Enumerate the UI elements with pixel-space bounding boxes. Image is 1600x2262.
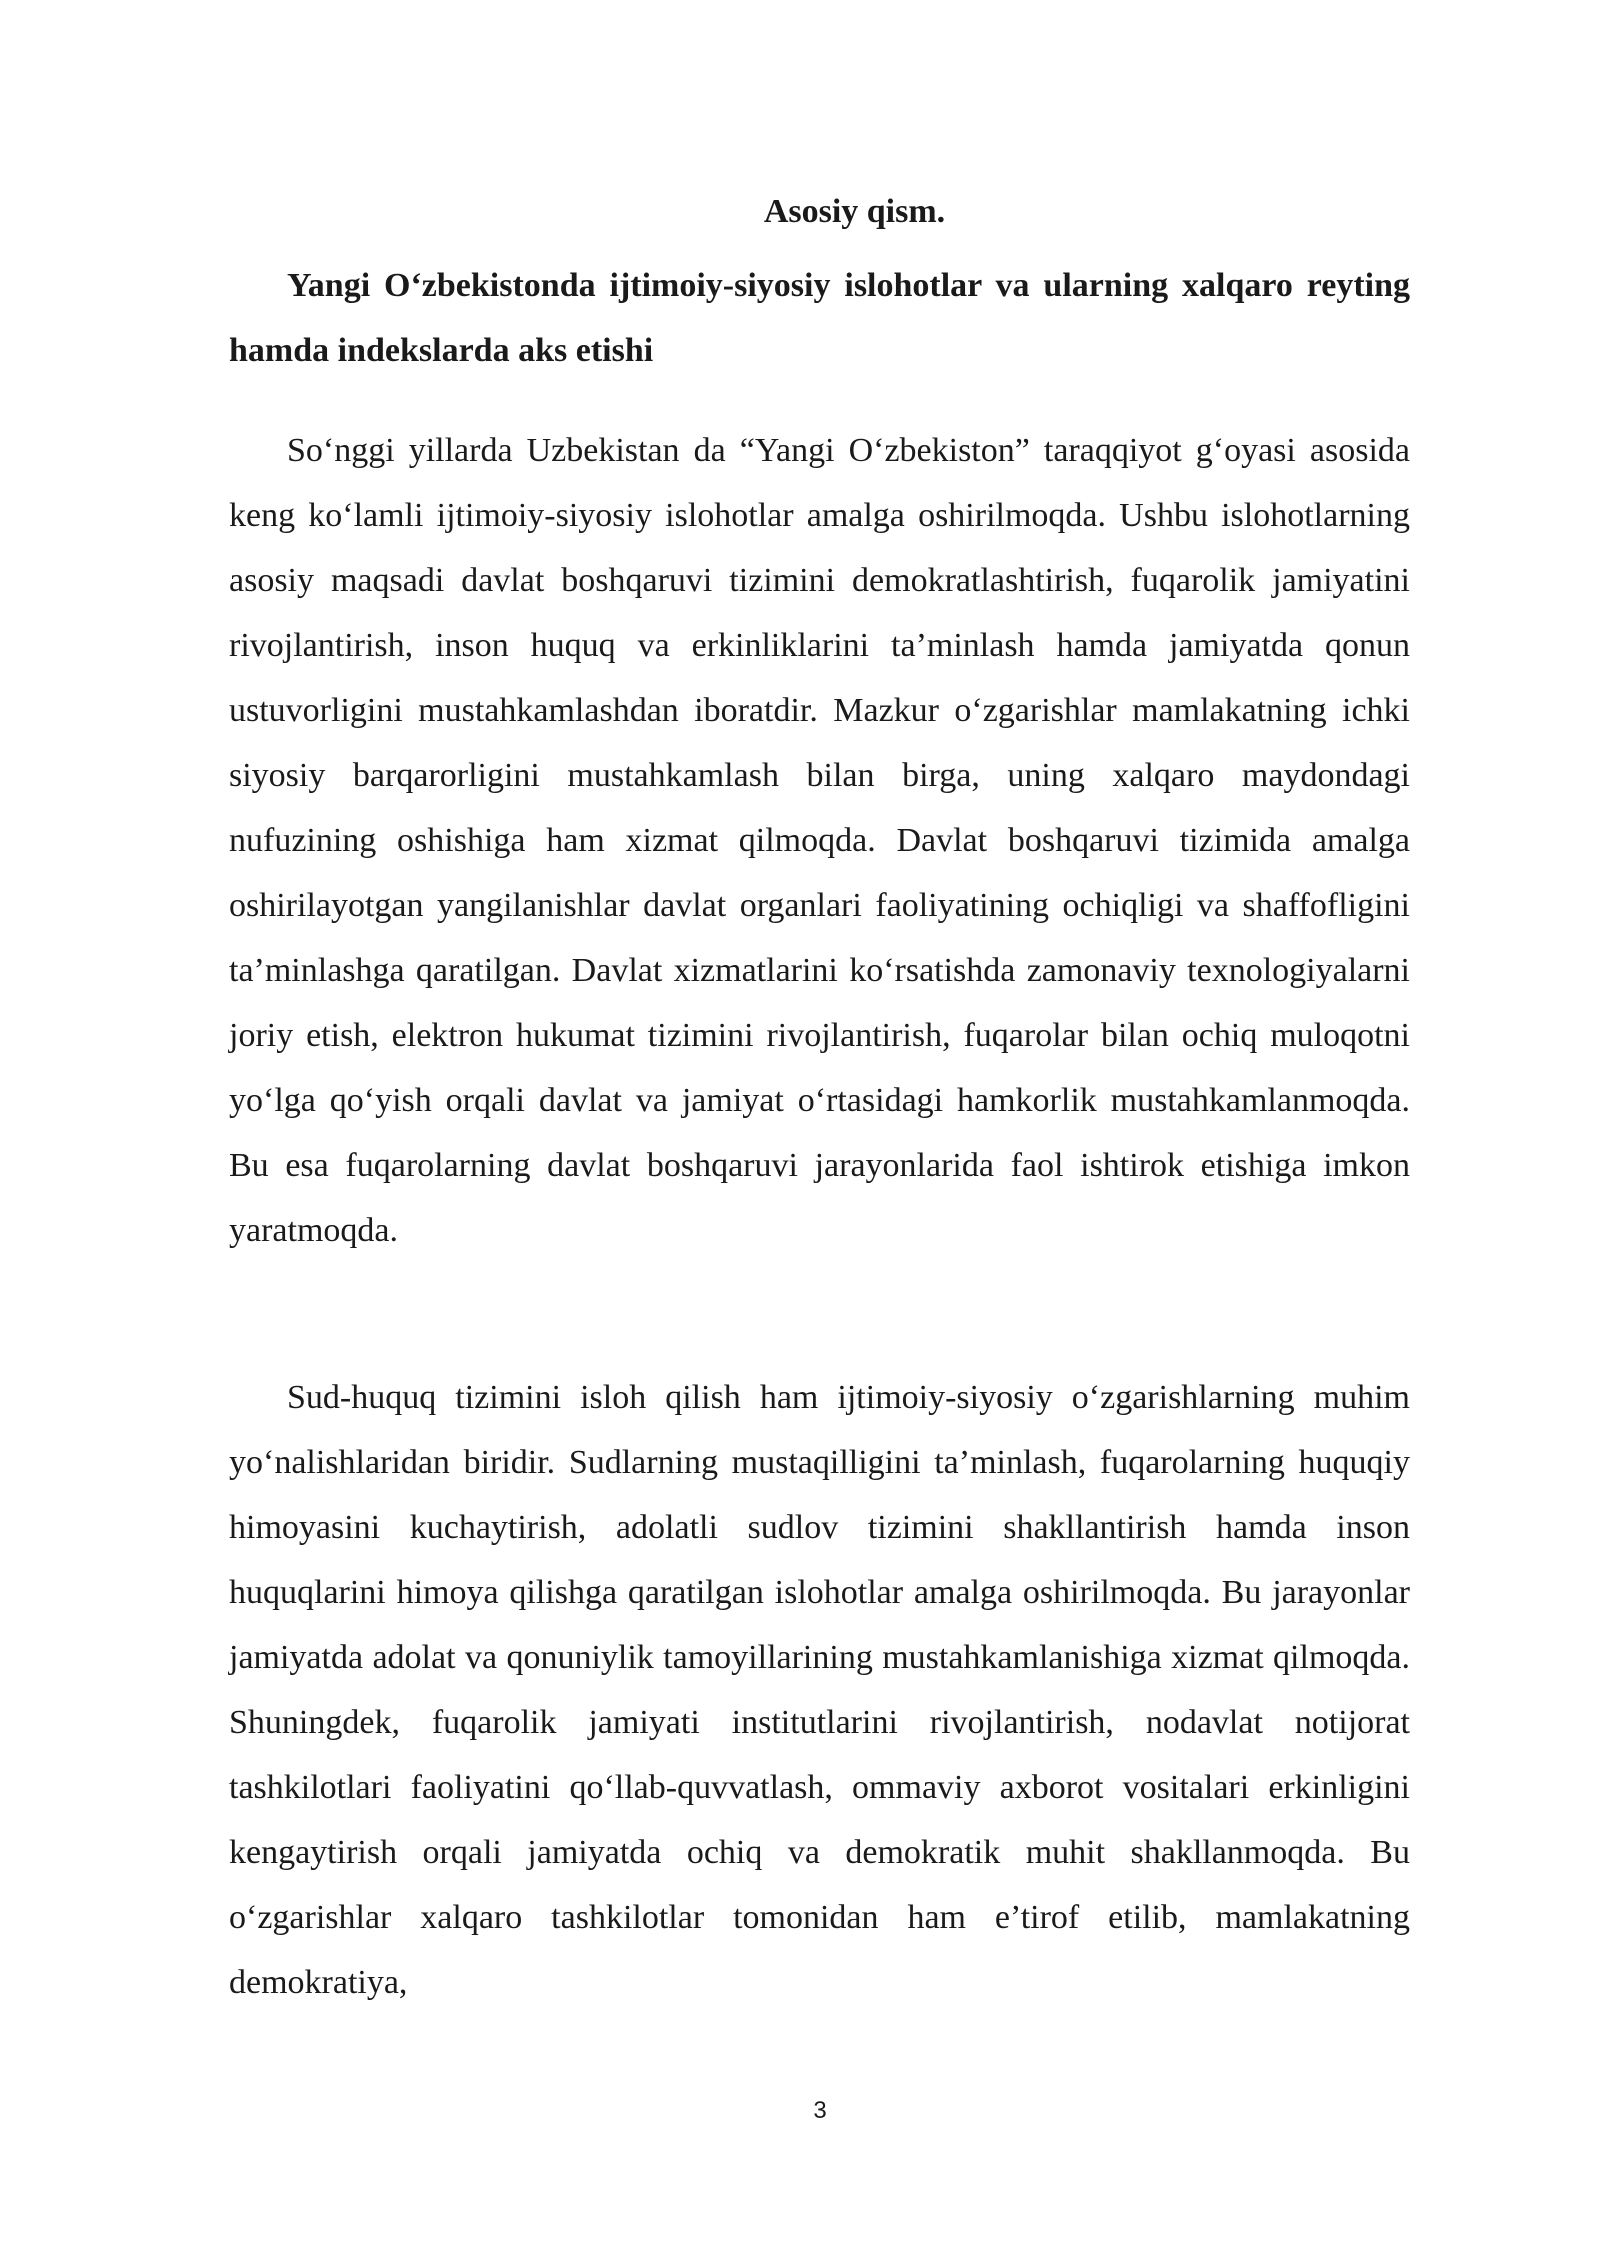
section-label: Asosiy qism. <box>763 193 946 230</box>
page-number: 3 <box>813 2097 827 2124</box>
body-paragraph-1: So‘nggi yillarda Uzbekistan da “Yangi O‘zbekiston” taraqqiyot g‘oyasi asosida keng ko‘lamli ijtimoiy-siyosiy islohotlar amalga oshirilmoqda. Ushbu islohotlarning asosiy maqsadi davlat boshqaruvi tizimini demokratlashtirish, fuqarolik jamiyatini rivojlantirish, inson huquq va erkinliklarini ta’minlash hamda jamiyatda qonun ustuvorligini mustahkamlashdan iboratdir. Mazkur o‘zgarishlar mamlakatning ichki siyosiy barqarorligini mustahkamlash bilan birga, uning xalqaro maydondagi nufuzining oshishiga ham xizmat qilmoqda. Davlat boshqaruvi tizimida amalga oshirilayotgan yangilanishlar davlat organlari faoliyatining ochiqligi va shaffofligini ta’minlashga qaratilgan. Davlat xizmatlarini ko‘rsatishda zamonaviy texnologiyalarni joriy etish, elektron hukumat tizimini rivojlantirish, fuqarolar bilan ochiq muloqotni yo‘lga qo‘yish orqali davlat va jamiyat o‘rtasidagi hamkorlik mustahkamlanmoqda. Bu esa fuqarolarning davlat boshqaruvi jarayonlarida faol ishtirok etishiga imkon yaratmoqda. <box>229 432 1410 1249</box>
document-heading: Yangi O‘zbekistonda ijtimoiy-siyosiy islohotlar va ularning xalqaro reyting hamda indekslarda aks etishi <box>229 267 1410 369</box>
body-paragraph-2: Sud-huquq tizimini isloh qilish ham ijtimoiy-siyosiy o‘zgarishlarning muhim yo‘nalishlaridan biridir. Sudlarning mustaqilligini ta’minlash, fuqarolarning huquqiy himoyasini kuchaytirish, adolatli sudlov tizimini shakllantirish hamda inson huquqlarini himoya qilishga qaratilgan islohotlar amalga oshirilmoqda. Bu jarayonlar jamiyatda adolat va qonuniylik tamoyillarining mustahkamlanishiga xizmat qilmoqda. Shuningdek, fuqarolik jamiyati institutlarini rivojlantirish, nodavlat notijorat tashkilotlari faoliyatini qo‘llab-quvvatlash, ommaviy axborot vositalari erkinligini kengaytirish orqali jamiyatda ochiq va demokratik muhit shakllanmoqda. Bu o‘zgarishlar xalqaro tashkilotlar tomonidan ham e’tirof etilib, mamlakatning demokratiya, <box>229 1379 1410 2001</box>
